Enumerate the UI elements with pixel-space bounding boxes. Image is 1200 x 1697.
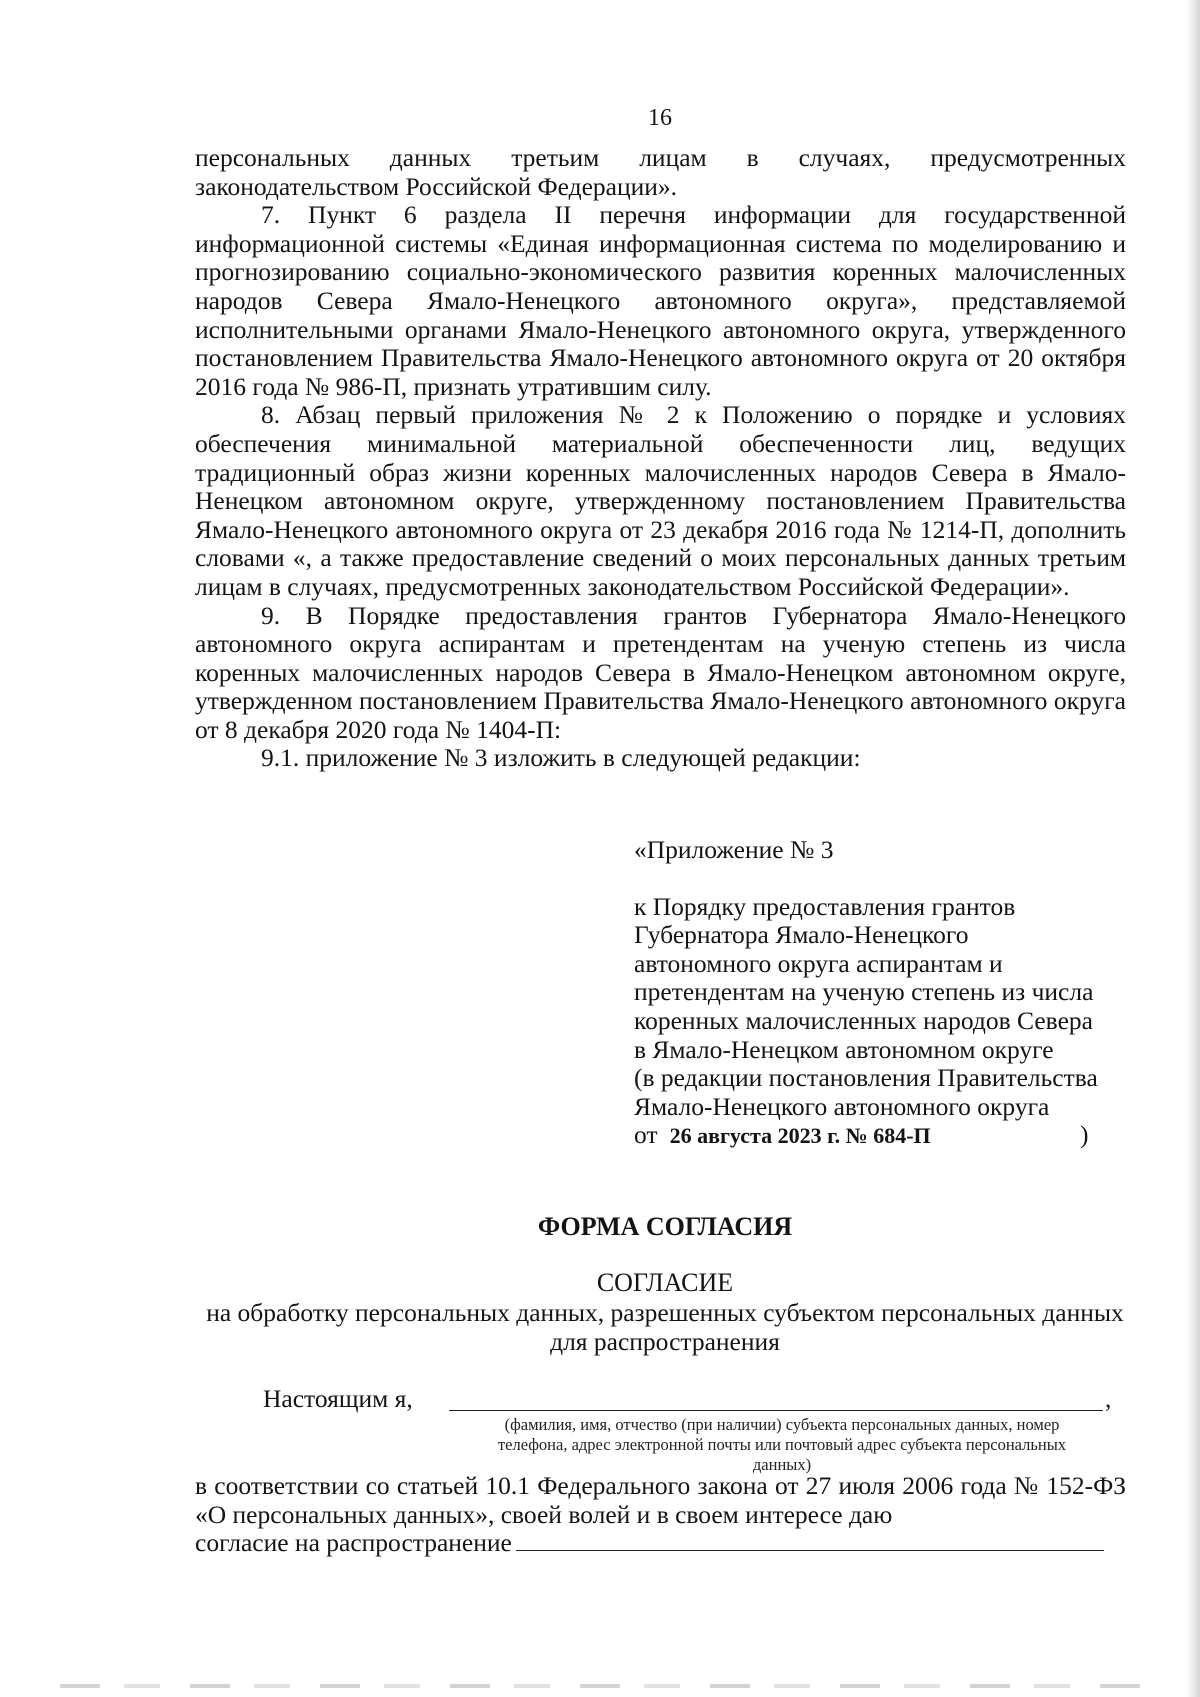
- approval-prefix: от: [634, 1120, 658, 1150]
- declarant-label: Настоящим я,: [263, 1384, 413, 1413]
- consent-body: [195, 1472, 1126, 1558]
- appendix-line: к Порядку предоставления грантов: [634, 891, 1016, 921]
- consent-title: СОГЛАСИЕ: [596, 1268, 734, 1297]
- distribution-label: согласие на распространение: [195, 1528, 512, 1558]
- distribution-blank-line[interactable]: [516, 1532, 1104, 1551]
- declarant-comma: ,: [1105, 1384, 1112, 1413]
- paragraph-item-9: 9. В Порядке предоставления грантов Губернатора Ямало-Ненецкого автономного округа аспирантам и претендентам на ученую степень из числа коренных малочисленных народов Севера в Ямало-Ненецком автономном округе, утвержденном постановлением Правительства Ямало-Ненецкого автономного округа от 8 декабря 2020 года № 1404-П:: [195, 600, 1126, 744]
- declarant-hint-line: телефона, адрес электронной почты или почтовый адрес субъекта персональных: [497, 1435, 1067, 1454]
- distribution-line: [195, 1529, 1126, 1558]
- paragraph-item-9-1: 9.1. приложение № 3 изложить в следующей редакции:: [261, 743, 861, 773]
- paragraph-item-7: 7. Пункт 6 раздела II перечня информации для государственной информационной системы «Единая информационная система по моделированию и прогнозированию социально-экономического развития коренных малочисленных народов Севера Ямало-Ненецкого автономного округа», представляемой исполнительными органами Ямало-Ненецкого автономного округа, утвержденного постановлением Правительства Ямало-Ненецкого автономного округа от 20 октября 2016 года № 986-П, признать утратившим силу.: [195, 200, 1126, 401]
- appendix-line: (в редакции постановления Правительства: [634, 1063, 1098, 1093]
- declarant-blank-line[interactable]: [449, 1410, 1103, 1411]
- body-text: [195, 144, 1126, 773]
- paragraph-item-8: 8. Абзац первый приложения № 2 к Положению о порядке и условиях обеспечения минимальной материальной обеспеченности лиц, ведущих традиционный образ жизни коренных малочисленных народов Севера в Ямало-Ненецком автономном округе, утвержденному постановлением Правительства Ямало-Ненецкого автономного округа от 23 декабря 2016 года № 1214-П, дополнить словами «, а также предоставление сведений о моих персональных данных третьим лицам в случаях, предусмотренных законодательством Российской Федерации».: [195, 400, 1126, 601]
- approval-value: 26 августа 2023 г. № 684-П: [669, 1123, 931, 1149]
- form-heading: ФОРМА СОГЛАСИЯ: [537, 1212, 793, 1241]
- appendix-line: претендентам на ученую степень из числа: [634, 977, 1094, 1007]
- appendix-line: автономного округа аспирантам и: [634, 948, 1003, 978]
- appendix-title: «Приложение № 3: [634, 835, 834, 864]
- declarant-hint-line: данных): [752, 1455, 812, 1474]
- appendix-header: [634, 836, 1134, 1151]
- declarant-hint: [437, 1415, 1127, 1475]
- appendix-line: коренных малочисленных народов Севера: [634, 1005, 1093, 1035]
- consent-body-text: в соответствии со статьей 10.1 Федерального закона от 27 июля 2006 года № 152-ФЗ «О персональных данных», своей волей и в своем интересе даю: [195, 1471, 1126, 1529]
- paragraph-continuation: персональных данных третьим лицам в случаях, предусмотренных законодательством Российской Федерации».: [195, 143, 1126, 201]
- appendix-line: в Ямало-Ненецком автономном округе: [634, 1034, 1054, 1064]
- scan-artifact-line: [60, 1684, 1140, 1688]
- approval-close: ): [1080, 1120, 1089, 1150]
- appendix-line: Ямало-Ненецкого автономного округа: [634, 1091, 1050, 1121]
- approval-line: [634, 1121, 1134, 1151]
- consent-subtitle: на обработку персональных данных, разрешенных субъектом персональных данных для распространения: [206, 1298, 1124, 1356]
- page-number: 16: [648, 105, 672, 131]
- page-edge-shadow: [1186, 0, 1200, 1697]
- declarant-row: [263, 1385, 1133, 1415]
- declarant-hint-line: (фамилия, имя, отчество (при наличии) субъекта персональных данных, номер: [504, 1415, 1060, 1434]
- appendix-line: Губернатора Ямало-Ненецкого: [634, 920, 969, 950]
